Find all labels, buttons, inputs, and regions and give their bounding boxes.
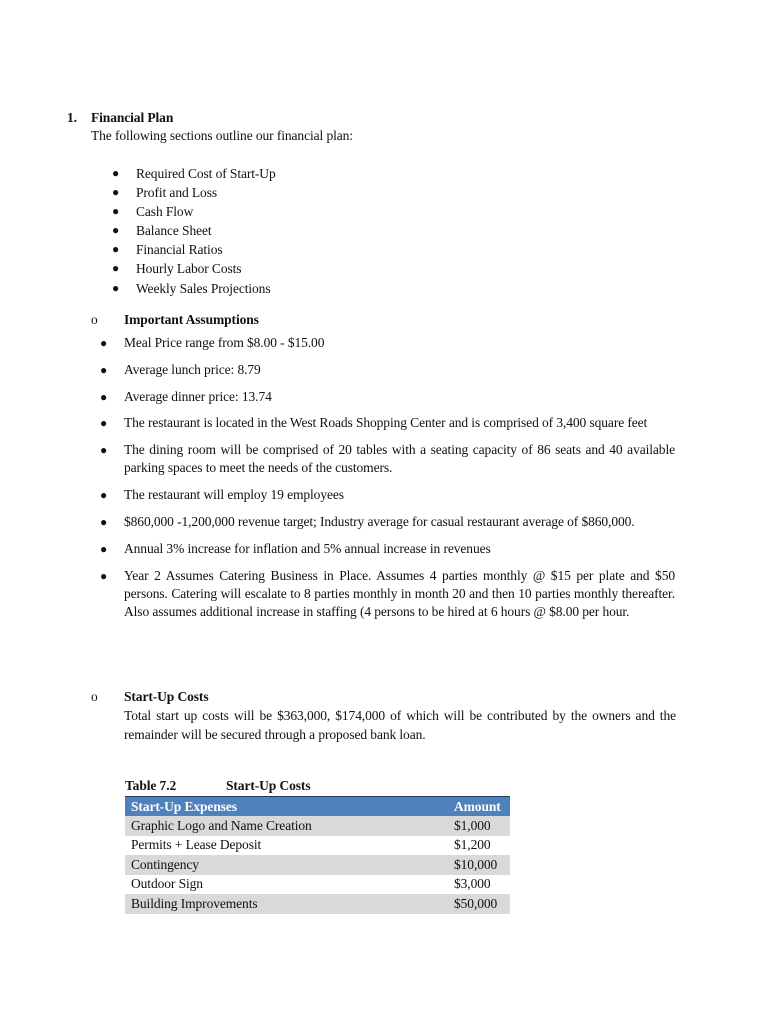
bullet-icon: ●: [100, 389, 108, 404]
list-item: ● Annual 3% increase for inflation and 5% annual increase in revenues: [100, 540, 675, 558]
list-item: ● Required Cost of Start-Up: [112, 164, 276, 183]
bullet-icon: ●: [100, 443, 108, 458]
bullet-icon: ●: [100, 362, 108, 377]
startup-title: Start-Up Costs: [124, 689, 209, 704]
amount-cell: $1,000: [454, 816, 510, 836]
list-item: ● The restaurant will employ 19 employees: [100, 486, 675, 504]
assumptions-heading: [91, 312, 259, 328]
assumptions-title: Important Assumptions: [124, 312, 259, 327]
list-item: ● Profit and Loss: [112, 183, 276, 202]
list-item: ● Meal Price range from $8.00 - $15.00: [100, 334, 675, 352]
section-intro: The following sections outline our financial plan:: [91, 128, 353, 143]
section-number: 1.: [67, 110, 77, 125]
amount-cell: $1,200: [454, 837, 491, 853]
bullet-icon: ●: [100, 336, 108, 350]
bullet-icon: ●: [112, 261, 120, 276]
table-row: [125, 836, 510, 856]
bullet-icon: ●: [100, 568, 108, 583]
expense-cell: Permits + Lease Deposit: [131, 837, 262, 853]
expense-cell: Contingency: [125, 855, 454, 875]
list-item: ● Cash Flow: [112, 202, 276, 221]
column-header-amount: Amount: [454, 797, 510, 817]
list-item: ● Hourly Labor Costs: [112, 259, 276, 278]
table-number: Table 7.2: [125, 778, 177, 793]
expense-cell: Building Improvements: [125, 894, 454, 914]
startup-costs-table: [125, 796, 510, 914]
column-header-expenses: Start-Up Expenses: [125, 797, 454, 817]
expense-cell: Graphic Logo and Name Creation: [125, 816, 454, 836]
list-item: ● The dining room will be comprised of 20 tables with a seating capacity of 86 seats and 40 available parking spaces to meet the needs of the customers.: [100, 442, 675, 476]
table-row: [125, 816, 510, 836]
list-item: ● Average dinner price: 13.74: [100, 388, 675, 406]
list-item: ● Average lunch price: 8.79: [100, 361, 675, 379]
circle-marker-icon: o: [91, 312, 98, 327]
bullet-icon: ●: [112, 280, 120, 295]
table-row: [125, 855, 510, 875]
table-title: Start-Up Costs: [226, 778, 311, 793]
list-item: ● Financial Ratios: [112, 240, 276, 259]
plan-list: [112, 164, 276, 298]
bullet-icon: ●: [112, 223, 120, 238]
list-item: ● Weekly Sales Projections: [112, 279, 276, 298]
list-item: ● Balance Sheet: [112, 221, 276, 240]
bullet-icon: ●: [100, 488, 108, 503]
bullet-icon: ●: [112, 242, 120, 257]
list-item: ● Year 2 Assumes Catering Business in Place. Assumes 4 parties monthly @ $15 per plate and $50 persons. Catering will escalate to 8 parties monthly in month 20 and then 10 parties monthly thereafter. Also assumes additional increase in staffing (4 persons to be hired at 6 hours @ $8.00 per hour.: [100, 567, 675, 619]
circle-marker-icon: o: [91, 689, 98, 704]
section-title: Financial Plan: [91, 110, 174, 125]
list-item: ● $860,000 -1,200,000 revenue target; Industry average for casual restaurant average of $860,000.: [100, 513, 675, 531]
startup-paragraph: Total start up costs will be $363,000, $174,000 of which will be contributed by the owners and the remainder will be secured through a proposed bank loan.: [124, 708, 676, 742]
bullet-icon: ●: [100, 416, 108, 431]
startup-heading: [91, 689, 208, 705]
bullet-icon: ●: [100, 514, 108, 529]
amount-cell: $3,000: [454, 876, 491, 892]
section-heading: [67, 110, 173, 126]
list-item: ● The restaurant is located in the West Roads Shopping Center and is comprised of 3,400 square feet: [100, 414, 675, 432]
assumptions-list: [100, 334, 675, 630]
amount-cell: $50,000: [454, 894, 510, 914]
table-caption: [125, 778, 310, 794]
bullet-icon: ●: [112, 166, 120, 180]
table-header-row: [125, 797, 510, 817]
amount-cell: $10,000: [454, 855, 510, 875]
table-row: [125, 894, 510, 914]
table-row: [125, 875, 510, 895]
expense-cell: Outdoor Sign: [131, 876, 203, 892]
bullet-icon: ●: [100, 541, 108, 556]
bullet-icon: ●: [112, 204, 120, 219]
bullet-icon: ●: [112, 185, 120, 200]
